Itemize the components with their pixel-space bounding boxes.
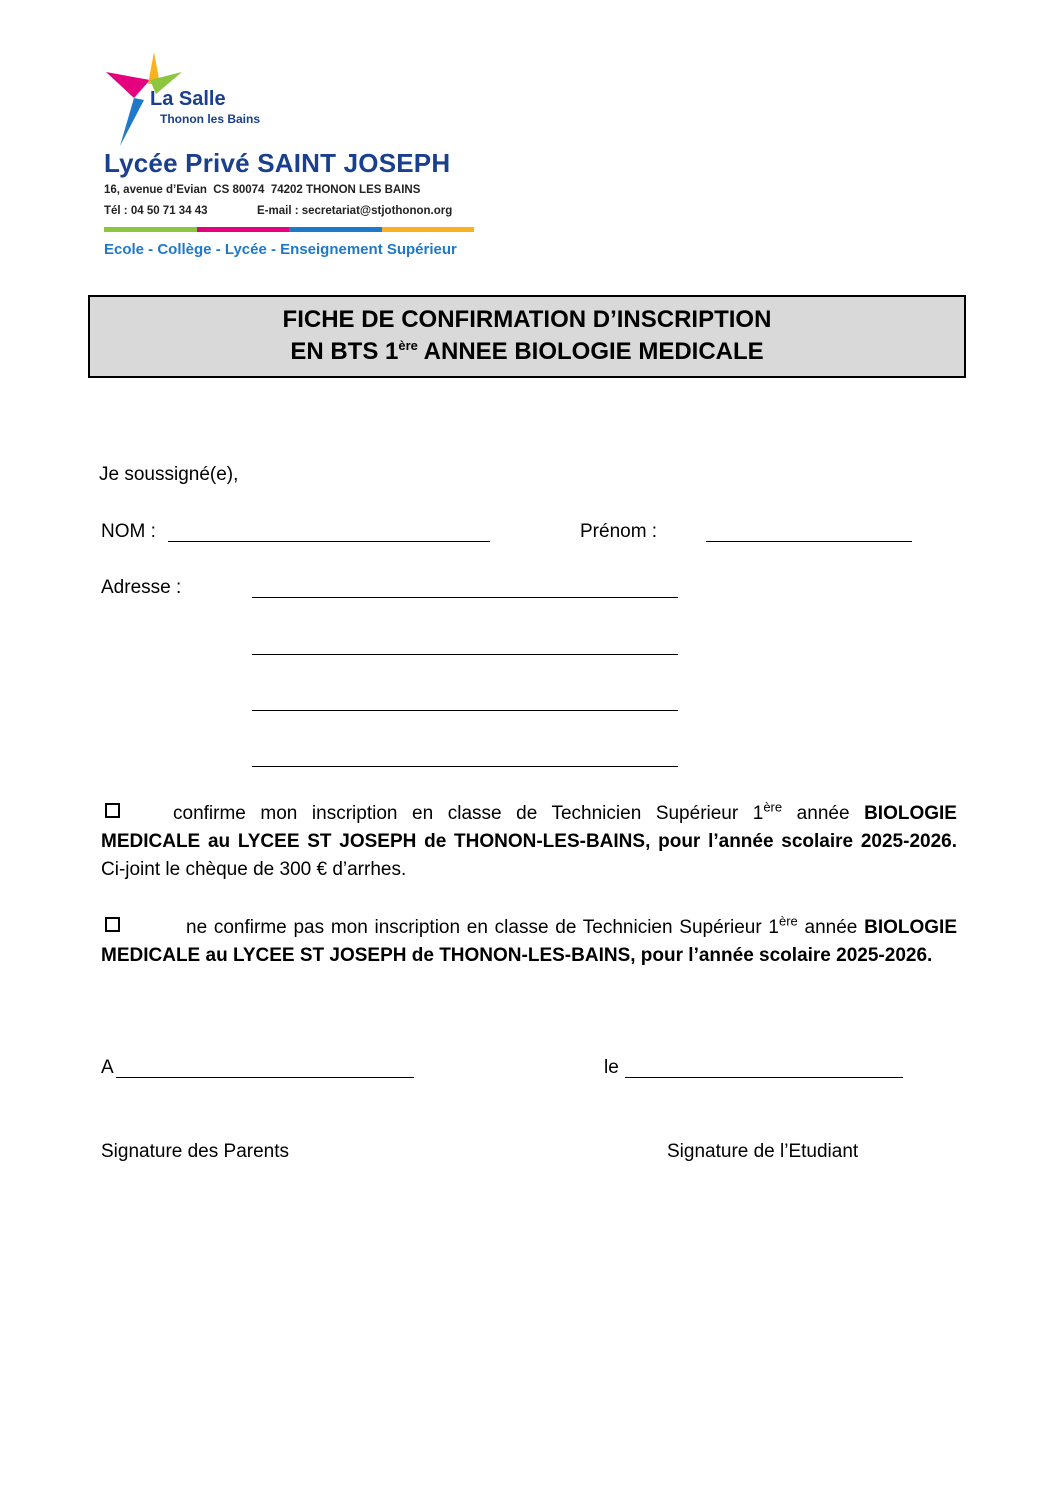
color-bar-segment xyxy=(289,227,382,232)
confirm-checkbox[interactable] xyxy=(105,803,120,818)
option-not-confirm: ne confirme pas mon inscription en classe de Technicien Supérieur 1ère année BIOLOGIE MEDICALE au LYCEE ST JOSEPH de THONON-LES-BAINS, pour l’année scolaire 2025-2026. xyxy=(101,913,957,966)
form-title-line1: FICHE DE CONFIRMATION D’INSCRIPTION xyxy=(282,306,772,333)
adresse-label: Adresse : xyxy=(101,577,182,598)
school-phone: Tél : 04 50 71 34 43 xyxy=(104,205,208,217)
color-bar-segment xyxy=(104,227,197,232)
form-title-line2: EN BTS 1ère ANNEE BIOLOGIE MEDICALE xyxy=(290,338,764,365)
brand-location: Thonon les Bains xyxy=(160,112,261,126)
date-label: le xyxy=(604,1057,619,1078)
place-field-line[interactable] xyxy=(116,1077,414,1078)
prenom-field-line[interactable] xyxy=(706,541,912,542)
adresse-field-line-2[interactable] xyxy=(252,654,678,655)
signature-parents-label: Signature des Parents xyxy=(101,1141,290,1162)
prenom-label: Prénom : xyxy=(580,521,658,542)
school-address: 16, avenue d’Evian CS 80074 74202 THONON LES BAINS xyxy=(104,184,421,196)
color-bar-segment xyxy=(382,227,475,232)
color-bar-segment xyxy=(197,227,290,232)
intro-text: Je soussigné(e), xyxy=(99,464,239,485)
place-label: A xyxy=(101,1057,114,1078)
option-confirm: confirme mon inscription en classe de Technicien Supérieur 1ère année BIOLOGIE MEDICALE au LYCEE ST JOSEPH de THONON-LES-BAINS, pour l’année scolaire 2025-2026. Ci-joint le chèque de 300 € d’arrhes. xyxy=(101,799,957,880)
brand-name: La Salle xyxy=(150,88,226,110)
school-levels: Ecole - Collège - Lycée - Enseignement Supérieur xyxy=(104,241,457,258)
nom-field-line[interactable] xyxy=(168,541,490,542)
brand-color-bar xyxy=(104,227,474,232)
adresse-field-line-1[interactable] xyxy=(252,597,678,598)
signature-student-label: Signature de l’Etudiant xyxy=(667,1141,859,1162)
school-email[interactable]: E-mail : secretariat@stjothonon.org xyxy=(257,205,453,217)
date-field-line[interactable] xyxy=(625,1077,903,1078)
adresse-field-line-4[interactable] xyxy=(252,766,678,767)
nom-label: NOM : xyxy=(101,521,156,542)
school-name: Lycée Privé SAINT JOSEPH xyxy=(104,148,451,178)
adresse-field-line-3[interactable] xyxy=(252,710,678,711)
not-confirm-checkbox[interactable] xyxy=(105,917,120,932)
form-title-box xyxy=(88,295,966,378)
